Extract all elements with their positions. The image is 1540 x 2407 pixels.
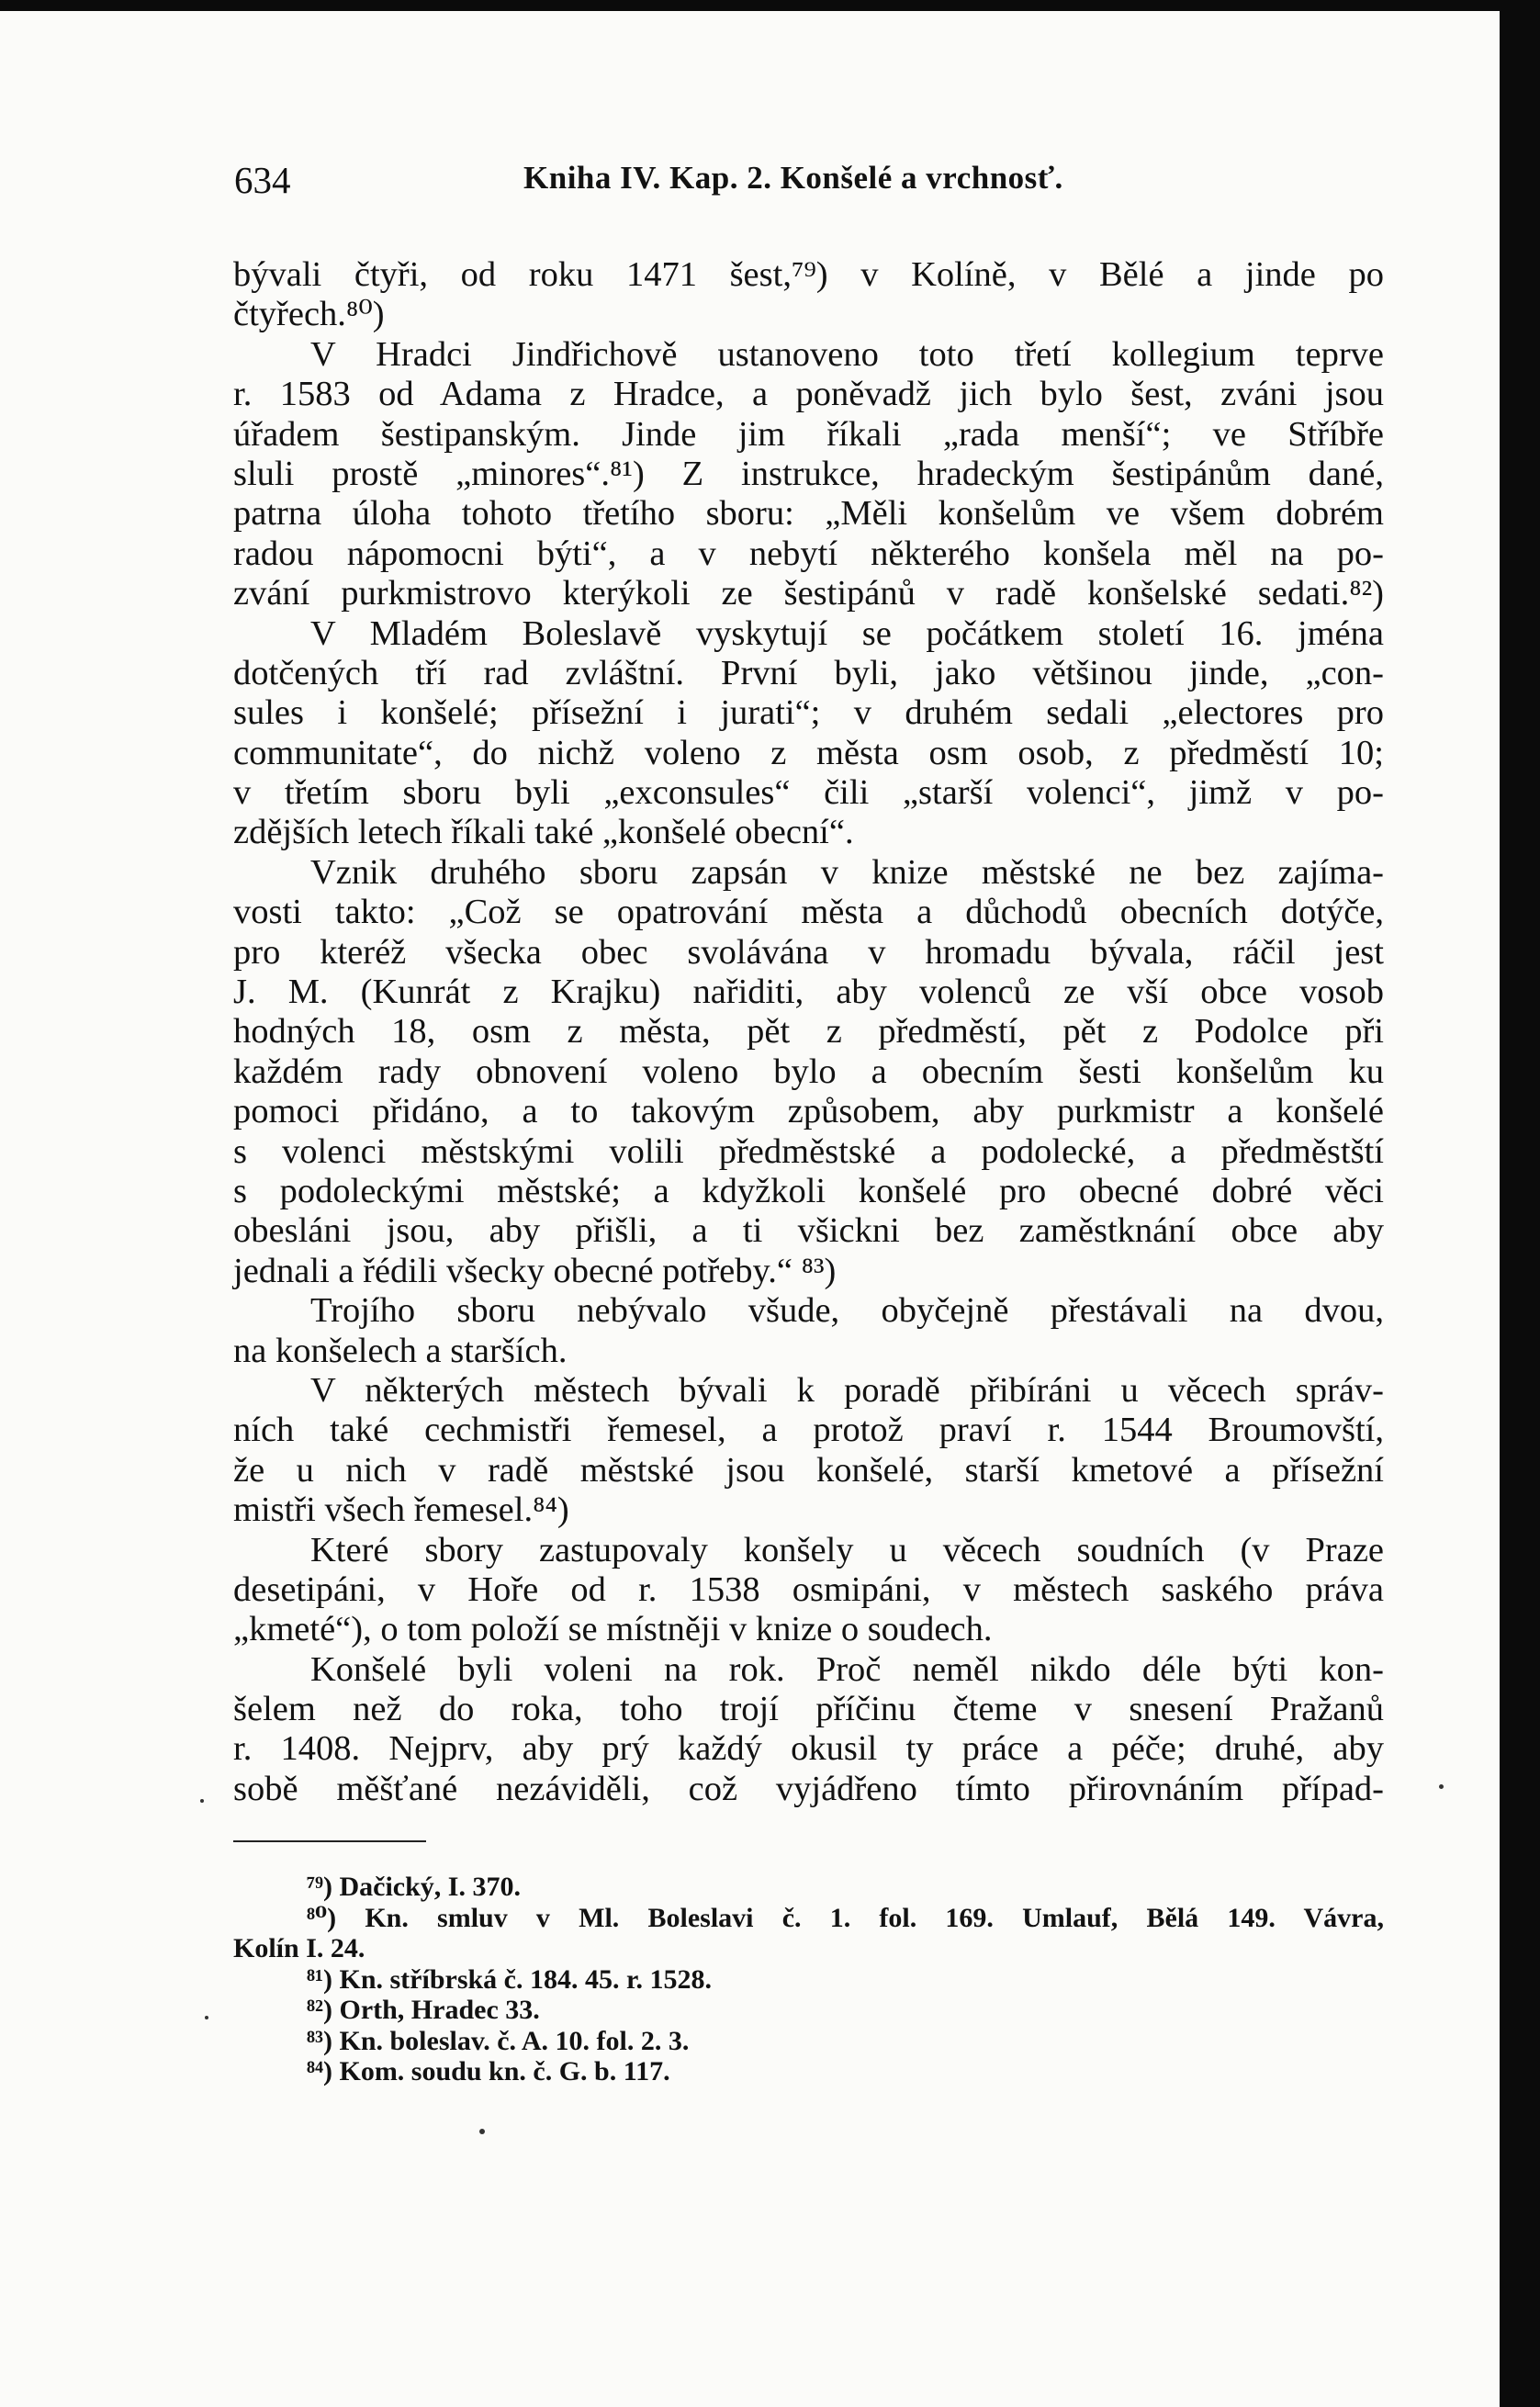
text-line: bývali čtyři, od roku 1471 šest,⁷⁹) v Kolíně, v Bělé a jinde po <box>233 255 1384 294</box>
paragraph-start-line: V Mladém Boleslavě vyskytují se počátkem století 16. jména <box>310 613 1384 653</box>
text-line: mistři všech řemesel.⁸⁴) <box>233 1490 569 1530</box>
text-line: pro kteréž všecka obec svolávána v hromadu bývala, ráčil jest <box>233 932 1384 972</box>
text-line: že u nich v radě městské jsou konšelé, starší kmetové a přísežní <box>233 1450 1384 1490</box>
text-line: patrna úloha tohoto třetího sboru: „Měli konšelům ve všem dobrém <box>233 494 1384 534</box>
page-header <box>234 158 1382 206</box>
text-line: v třetím sboru byli „exconsules“ čili „starší volenci“, jimž v po- <box>233 773 1384 813</box>
text-line: s podoleckými městské; a kdyžkoli konšelé pro obecné dobré věci <box>233 1171 1384 1210</box>
text-line: ních také cechmistři řemesel, a protož praví r. 1544 Broumovští, <box>233 1411 1384 1450</box>
print-speck <box>1439 1784 1444 1789</box>
paragraph-start-line: Trojího sboru nebývalo všude, obyčejně přestávali na dvou, <box>310 1291 1384 1331</box>
footnotes <box>233 1872 1384 2087</box>
text-line: sules i konšelé; přísežní i jurati“; v druhém sedali „electores pro <box>233 693 1384 733</box>
text-line: obesláni jsou, aby přišli, a ti všickni bez zaměstknání obce aby <box>233 1211 1384 1251</box>
text-line: jednali a řédili všecky obecné potřeby.“ ⁸³) <box>233 1251 837 1290</box>
text-line: šelem než do roka, toho trojí příčinu čteme v snesení Pražanů <box>233 1690 1384 1729</box>
text-line: pomoci přidáno, a to takovým způsobem, aby purkmistr a konšelé <box>233 1092 1384 1131</box>
book-page <box>0 11 1500 2407</box>
text-line: J. M. (Kunrát z Krajku) nařiditi, aby volenců ze vší obce vosob <box>233 973 1384 1012</box>
text-line: „kmeté“), o tom položí se místněji v knize o soudech. <box>233 1610 993 1649</box>
print-speck <box>479 2129 485 2134</box>
text-line: desetipáni, v Hoře od r. 1538 osmipáni, v městech saského práva <box>233 1569 1384 1609</box>
body-text <box>233 255 1384 1809</box>
footnote-divider <box>233 1840 426 1842</box>
text-line: r. 1408. Nejprv, aby prý každý okusil ty práce a péče; druhé, aby <box>233 1729 1384 1769</box>
text-line: s volenci městskými volili předměstské a podolecké, a předměstští <box>233 1131 1384 1171</box>
text-line: r. 1583 od Adama z Hradce, a poněvadž jich bylo šest, zváni jsou <box>233 375 1384 414</box>
footnote: ⁸⁰) Kn. smluv v Ml. Boleslavi č. 1. fol. 169. Umlauf, Bělá 149. Vávra, <box>307 1902 1384 1933</box>
text-line: zdějších letech říkali také „konšelé obecní“. <box>233 813 854 852</box>
text-line: hodných 18, osm z města, pět z předměstí, pět z Podolce při <box>233 1012 1384 1052</box>
paragraph-start-line: Konšelé byli voleni na rok. Proč neměl nikdo déle býti kon- <box>310 1649 1384 1689</box>
page-number: 634 <box>234 159 291 201</box>
paragraph-start-line: V Hradci Jindřichově ustanoveno toto třetí kollegium teprve <box>310 334 1384 374</box>
footnote: ⁸⁴) Kom. soudu kn. č. G. b. 117. <box>307 2056 670 2086</box>
print-speck <box>205 2016 208 2019</box>
text-line: čtyřech.⁸⁰) <box>233 295 385 334</box>
paragraph-start-line: Vznik druhého sboru zapsán v knize městské ne bez zajíma- <box>310 852 1384 892</box>
footnote: ⁷⁹) Dačický, I. 370. <box>307 1872 521 1902</box>
text-line: sobě měšťané nezáviděli, což vyjádřeno tímto přirovnáním případ- <box>233 1769 1384 1808</box>
text-line: radou nápomocni býti“, a v nebytí některého konšela měl na po- <box>233 534 1384 573</box>
text-line: úřadem šestipanským. Jinde jim říkali „rada menší“; ve Stříbře <box>233 414 1384 454</box>
footnote: ⁸³) Kn. boleslav. č. A. 10. fol. 2. 3. <box>307 2025 690 2056</box>
print-speck <box>200 1799 204 1803</box>
text-line: vosti takto: „Což se opatrování města a důchodů obecních dotýče, <box>233 893 1384 932</box>
text-line: dotčených tří rad zvláštní. První byli, jako většinou jinde, „con- <box>233 653 1384 692</box>
running-head: Kniha IV. Kap. 2. Konšelé a vrchnosť. <box>523 160 1063 196</box>
paragraph-start-line: Které sbory zastupovaly konšely u věcech soudních (v Praze <box>310 1530 1384 1569</box>
text-line: na konšelech a starších. <box>233 1331 568 1370</box>
footnote-continuation: Kolín I. 24. <box>233 1933 365 1963</box>
paragraph-start-line: V některých městech bývali k poradě přibíráni u věcech správ- <box>310 1370 1384 1410</box>
footnote: ⁸¹) Kn. stříbrská č. 184. 45. r. 1528. <box>307 1963 713 1995</box>
text-line: sluli prostě „minores“.⁸¹) Z instrukce, hradeckým šestipánům dané, <box>233 454 1384 493</box>
text-line: zvání purkmistrovo kterýkoli ze šestipánů v radě konšelské sedati.⁸²) <box>233 574 1384 613</box>
text-line: každém rady obnovení voleno bylo a obecním šesti konšelům ku <box>233 1052 1384 1091</box>
footnote: ⁸²) Orth, Hradec 33. <box>307 1995 540 2025</box>
text-line: communitate“, do nichž voleno z města osm osob, z předměstí 10; <box>233 733 1384 772</box>
